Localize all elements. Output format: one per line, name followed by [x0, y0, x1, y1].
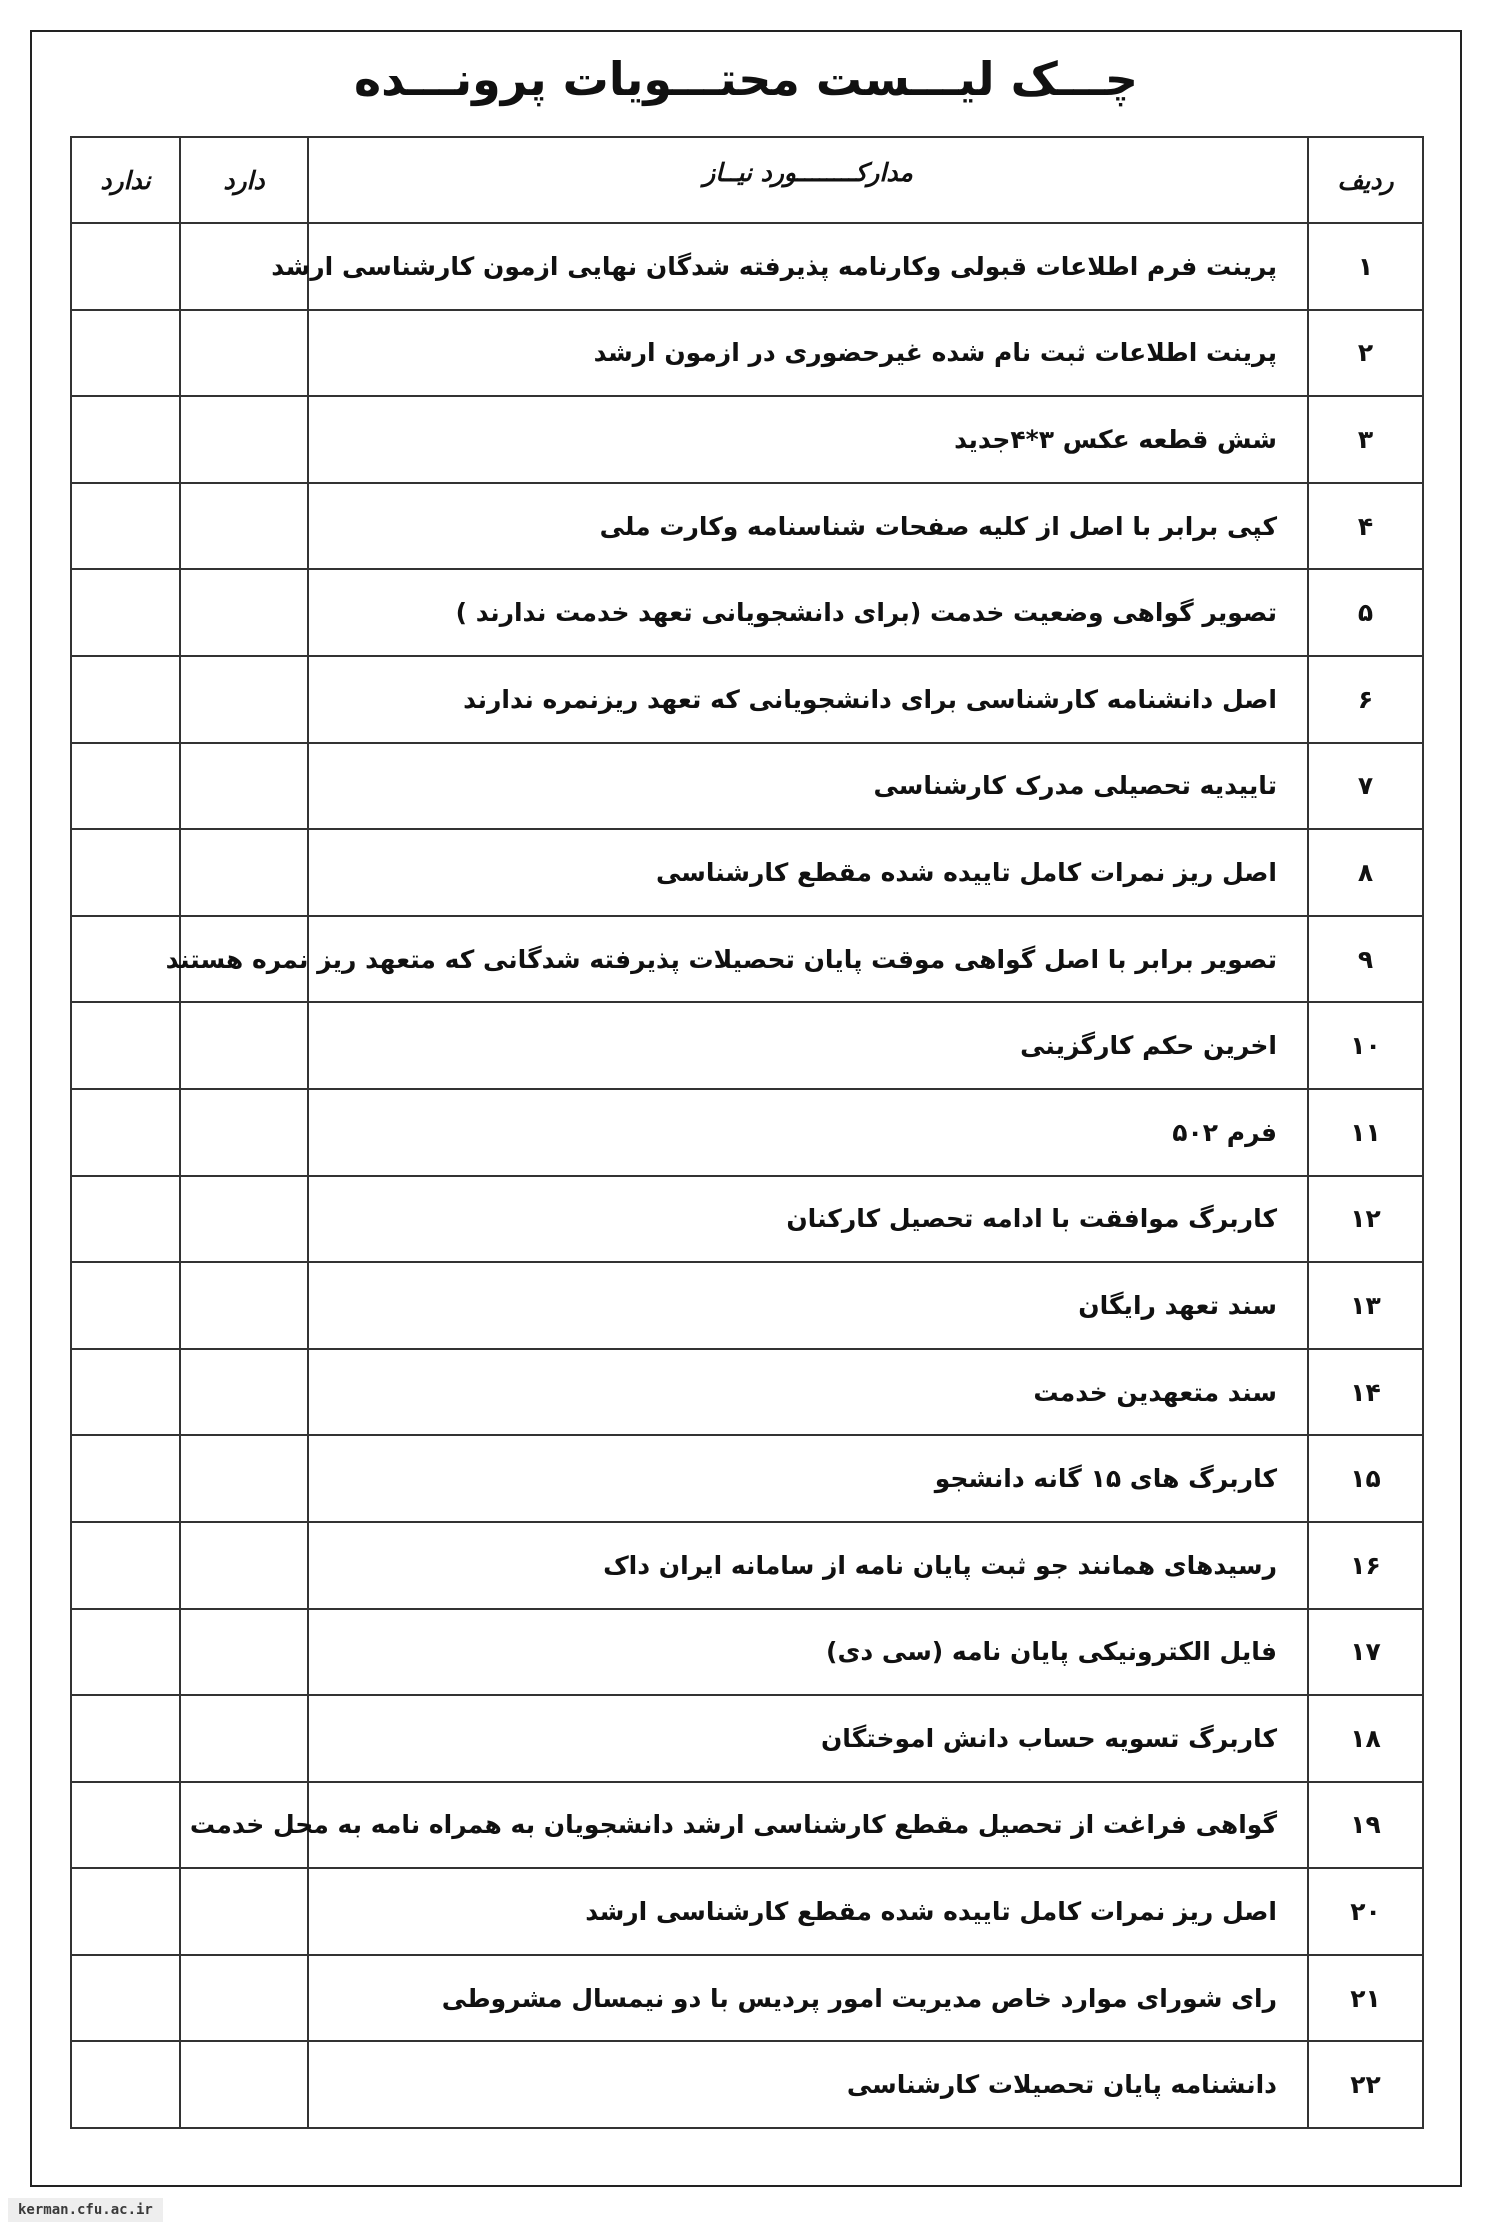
has-not-checkbox-cell[interactable]: [71, 1782, 180, 1869]
table-row: [71, 1609, 1423, 1696]
table-row: [71, 1089, 1423, 1176]
row-number: ۷: [1308, 743, 1423, 830]
has-not-checkbox-cell[interactable]: [71, 2041, 180, 2128]
row-number: ۱۶: [1308, 1522, 1423, 1609]
document-name: رای شورای موارد خاص مدیریت امور پردیس با دو نیمسال مشروطی: [308, 1955, 1308, 2042]
has-not-checkbox-cell[interactable]: [71, 916, 180, 1003]
table-row: [71, 569, 1423, 656]
table-row: [71, 743, 1423, 830]
has-not-checkbox-cell[interactable]: [71, 483, 180, 570]
document-name: دانشنامه پایان تحصیلات کارشناسی: [308, 2041, 1308, 2128]
table-row: [71, 1868, 1423, 1955]
has-not-checkbox-cell[interactable]: [71, 1868, 180, 1955]
has-checkbox-cell[interactable]: [180, 2041, 308, 2128]
table-row: [71, 1782, 1423, 1869]
document-name: پرینت اطلاعات ثبت نام شده غیرحضوری در ازمون ارشد: [308, 310, 1308, 397]
row-number: ۲۲: [1308, 2041, 1423, 2128]
has-checkbox-cell[interactable]: [180, 1955, 308, 2042]
table-row: [71, 1349, 1423, 1436]
has-not-checkbox-cell[interactable]: [71, 743, 180, 830]
has-checkbox-cell[interactable]: [180, 829, 308, 916]
row-number: ۱۳: [1308, 1262, 1423, 1349]
table-row: [71, 916, 1423, 1003]
document-name: رسیدهای همانند جو ثبت پایان نامه از سامانه ایران داک: [308, 1522, 1308, 1609]
has-not-checkbox-cell[interactable]: [71, 1089, 180, 1176]
has-not-checkbox-cell[interactable]: [71, 656, 180, 743]
checklist-body: [71, 223, 1423, 2128]
row-number: ۱۵: [1308, 1435, 1423, 1522]
document-name: اخرین حکم کارگزینی: [308, 1002, 1308, 1089]
table-row: [71, 1695, 1423, 1782]
has-checkbox-cell[interactable]: [180, 1089, 308, 1176]
table-row: [71, 396, 1423, 483]
has-checkbox-cell[interactable]: [180, 1262, 308, 1349]
table-row: [71, 2041, 1423, 2128]
page-title: چـــک لیـــست محتـــویات پرونـــده: [353, 52, 1139, 106]
has-checkbox-cell[interactable]: [180, 1522, 308, 1609]
row-number: ۲۱: [1308, 1955, 1423, 2042]
row-number: ۲۰: [1308, 1868, 1423, 1955]
header-row: [71, 137, 1423, 223]
document-name: اصل ریز نمرات کامل تاییده شده مقطع کارشناسی: [308, 829, 1308, 916]
document-name: فرم ۵۰۲: [308, 1089, 1308, 1176]
has-not-checkbox-cell[interactable]: [71, 1349, 180, 1436]
document-name: اصل دانشنامه کارشناسی برای دانشجویانی که تعهد ریزنمره ندارند: [308, 656, 1308, 743]
has-not-checkbox-cell[interactable]: [71, 1262, 180, 1349]
table-row: [71, 1002, 1423, 1089]
row-number: ۸: [1308, 829, 1423, 916]
table-row: [71, 483, 1423, 570]
has-not-checkbox-cell[interactable]: [71, 396, 180, 483]
document-name: تاییدیه تحصیلی مدرک کارشناسی: [308, 743, 1308, 830]
has-not-checkbox-cell[interactable]: [71, 310, 180, 397]
table-row: [71, 1176, 1423, 1263]
has-not-checkbox-cell[interactable]: [71, 223, 180, 310]
has-not-checkbox-cell[interactable]: [71, 569, 180, 656]
row-number: ۱۹: [1308, 1782, 1423, 1869]
has-not-checkbox-cell[interactable]: [71, 1955, 180, 2042]
document-name: فایل الکترونیکی پایان نامه (سی دی): [308, 1609, 1308, 1696]
document-name: شش قطعه عکس ۳*۴جدید: [308, 396, 1308, 483]
table-row: [71, 223, 1423, 310]
has-checkbox-cell[interactable]: [180, 1609, 308, 1696]
has-checkbox-cell[interactable]: [180, 1868, 308, 1955]
checklist-table: [70, 136, 1424, 2129]
has-checkbox-cell[interactable]: [180, 1695, 308, 1782]
row-number: ۶: [1308, 656, 1423, 743]
document-name: گواهی فراغت از تحصیل مقطع کارشناسی ارشد دانشجویان به همراه نامه به محل خدمت: [308, 1782, 1308, 1869]
document-name: کپی برابر با اصل از کلیه صفحات شناسنامه وکارت ملی: [308, 483, 1308, 570]
row-number: ۵: [1308, 569, 1423, 656]
table-row: [71, 1435, 1423, 1522]
table-row: [71, 1522, 1423, 1609]
table-row: [71, 310, 1423, 397]
has-checkbox-cell[interactable]: [180, 569, 308, 656]
document-name: سند متعهدین خدمت: [308, 1349, 1308, 1436]
has-not-checkbox-cell[interactable]: [71, 829, 180, 916]
document-name: کاربرگ های ۱۵ گانه دانشجو: [308, 1435, 1308, 1522]
document-name: تصویر برابر با اصل گواهی موقت پایان تحصیلات پذیرفته شدگانی که متعهد ریز نمره هستند: [308, 916, 1308, 1003]
row-number: ۹: [1308, 916, 1423, 1003]
has-checkbox-cell[interactable]: [180, 1002, 308, 1089]
row-number: ۱۸: [1308, 1695, 1423, 1782]
row-number: ۱۰: [1308, 1002, 1423, 1089]
header-has: دارد: [180, 137, 308, 223]
row-number: ۱: [1308, 223, 1423, 310]
document-name: کاربرگ موافقت با ادامه تحصیل کارکنان: [308, 1176, 1308, 1263]
document-name: تصویر گواهی وضعیت خدمت (برای دانشجویانی تعهد خدمت ندارند ): [308, 569, 1308, 656]
table-row: [71, 1955, 1423, 2042]
has-checkbox-cell[interactable]: [180, 1349, 308, 1436]
document-name: اصل ریز نمرات کامل تاییده شده مقطع کارشناسی ارشد: [308, 1868, 1308, 1955]
header-required-documents: مدارکــــــــورد نیــاز: [308, 137, 1308, 223]
has-not-checkbox-cell[interactable]: [71, 1435, 180, 1522]
table-row: [71, 656, 1423, 743]
header-has-not: ندارد: [71, 137, 180, 223]
document-name: پرینت فرم اطلاعات قبولی وکارنامه پذیرفته شدگان نهایی ازمون کارشناسی ارشد: [308, 223, 1308, 310]
has-not-checkbox-cell[interactable]: [71, 1176, 180, 1263]
has-checkbox-cell[interactable]: [180, 1435, 308, 1522]
header-row-number: ردیف: [1308, 137, 1423, 223]
has-not-checkbox-cell[interactable]: [71, 1522, 180, 1609]
row-number: ۱۷: [1308, 1609, 1423, 1696]
has-checkbox-cell[interactable]: [180, 656, 308, 743]
has-not-checkbox-cell[interactable]: [71, 1002, 180, 1089]
table-row: [71, 829, 1423, 916]
document-name: کاربرگ تسویه حساب دانش اموختگان: [308, 1695, 1308, 1782]
table-row: [71, 1262, 1423, 1349]
row-number: ۱۴: [1308, 1349, 1423, 1436]
row-number: ۲: [1308, 310, 1423, 397]
has-checkbox-cell[interactable]: [180, 310, 308, 397]
row-number: ۱۱: [1308, 1089, 1423, 1176]
has-checkbox-cell[interactable]: [180, 483, 308, 570]
footer-site-logo: kerman.cfu.ac.ir: [8, 2198, 163, 2222]
has-checkbox-cell[interactable]: [180, 743, 308, 830]
row-number: ۳: [1308, 396, 1423, 483]
has-checkbox-cell[interactable]: [180, 396, 308, 483]
document-name: سند تعهد رایگان: [308, 1262, 1308, 1349]
has-checkbox-cell[interactable]: [180, 1176, 308, 1263]
has-not-checkbox-cell[interactable]: [71, 1609, 180, 1696]
row-number: ۴: [1308, 483, 1423, 570]
row-number: ۱۲: [1308, 1176, 1423, 1263]
has-not-checkbox-cell[interactable]: [71, 1695, 180, 1782]
